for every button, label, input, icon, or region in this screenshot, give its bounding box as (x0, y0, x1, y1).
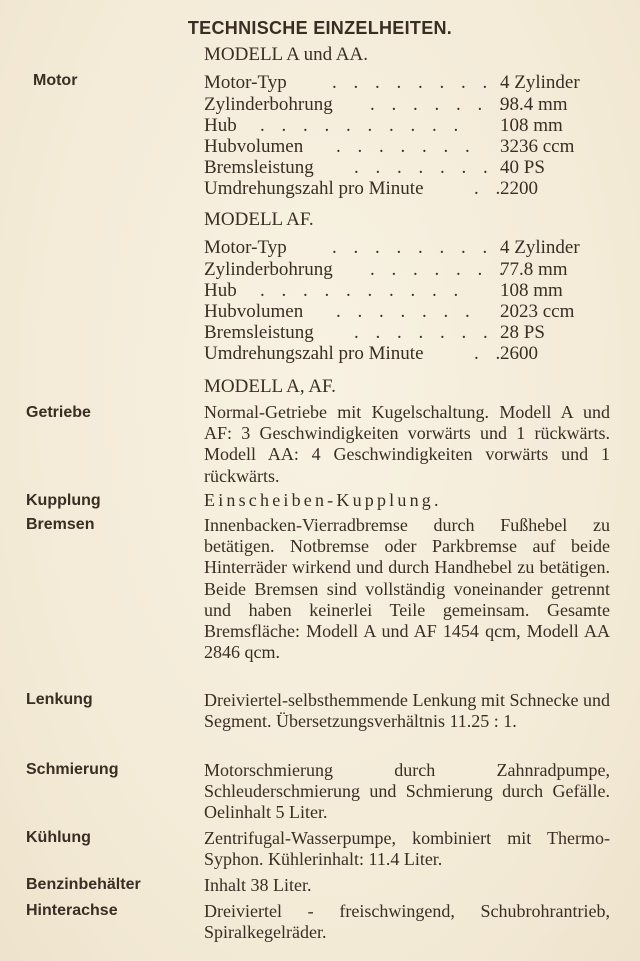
model-a-aa-heading: MODELL A und AA. (204, 44, 368, 65)
spec-name: Hub (204, 115, 237, 136)
spec-name: Bremsleistung (204, 157, 314, 178)
spec-row (204, 72, 614, 93)
benzinbehaelter-text: Inhalt 38 Liter. (204, 875, 312, 895)
spec-name: Umdrehungszahl pro Minute (204, 178, 424, 199)
leader-dots: . . . . . . . . . . (260, 280, 465, 301)
spec-value: 3236 ccm (500, 136, 575, 157)
bremsen-text: Innenbacken-Vierradbremse durch Fußhebel zu betätigen. Notbremse oder Parkbremse auf beide Hinterräder wirkend und durch Handhebel zu betätigen. Beide Bremsen sind vollständig voneinander getrennt und haben keinerlei Teile gemeinsam. Gesamte Bremsfläche: Modell A und AF 1454 qcm, Modell AA 2846 qcm. (204, 515, 610, 663)
spec-name: Hubvolumen (204, 136, 304, 157)
spec-value: 108 mm (500, 280, 563, 301)
spec-value: 4 Zylinder (500, 237, 580, 258)
getriebe-text: Normal-Getriebe mit Kugelschaltung. Modell A und AF: 3 Geschwindigkeiten vorwärts und 1 rückwärts. Modell AA: 4 Geschwindigkeiten vorwärts und 1 rückwärts. (204, 402, 610, 486)
spec-row (204, 343, 614, 364)
leader-dots: . . . . . . . . . . (260, 115, 465, 136)
spec-row (204, 115, 614, 136)
bremsen-label: Bremsen (26, 516, 95, 533)
spec-row (204, 94, 614, 115)
benzinbehaelter-label: Benzinbehälter (26, 876, 141, 893)
spec-name: Hubvolumen (204, 301, 304, 322)
spec-value: 28 PS (500, 322, 545, 343)
leader-dots: . . (474, 178, 507, 199)
spec-value: 98.4 mm (500, 94, 568, 115)
leader-dots: . . (474, 343, 507, 364)
leader-dots: . . . . . . . . (332, 72, 494, 93)
hinterachse-label: Hinterachse (26, 902, 118, 919)
leader-dots: . . . . . . . (370, 94, 510, 115)
spec-name: Umdrehungszahl pro Minute (204, 343, 424, 364)
kupplung-text: Einscheiben-Kupplung. (204, 490, 442, 510)
lenkung-text: Dreiviertel-selbsthemmende Lenkung mit Schnecke und Segment. Übersetzungsverhältnis 11.25 : 1. (204, 690, 610, 732)
spec-row (204, 237, 614, 258)
leader-dots: . . . . . . . (336, 136, 476, 157)
spec-value: 77.8 mm (500, 259, 568, 280)
spec-value: 2023 ccm (500, 301, 575, 322)
spec-row (204, 157, 614, 178)
spec-value: 2200 (500, 178, 538, 199)
spec-row (204, 136, 614, 157)
spec-row (204, 322, 614, 343)
leader-dots: . . . . . . . . (332, 237, 494, 258)
spec-name: Zylinderbohrung (204, 259, 333, 280)
spec-value: 4 Zylinder (500, 72, 580, 93)
spec-name: Zylinderbohrung (204, 94, 333, 115)
leader-dots: . . . . . . . (354, 322, 494, 343)
kupplung-label: Kupplung (26, 492, 101, 509)
spec-name: Hub (204, 280, 237, 301)
spec-row (204, 280, 614, 301)
spec-row (204, 259, 614, 280)
model-a-af-heading: MODELL A, AF. (204, 376, 336, 397)
spec-value: 2600 (500, 343, 538, 364)
page-title: TECHNISCHE EINZELHEITEN. (187, 18, 453, 38)
getriebe-label: Getriebe (26, 404, 91, 421)
kuehlung-label: Kühlung (26, 829, 91, 846)
schmierung-label: Schmierung (26, 761, 119, 778)
kuehlung-text: Zentrifugal-Wasserpumpe, kombiniert mit Thermo-Syphon. Kühlerinhalt: 11.4 Liter. (204, 828, 610, 870)
schmierung-text: Motorschmierung durch Zahnradpumpe, Schleuderschmierung und Schmierung durch Gefälle. Oelinhalt 5 Liter. (204, 760, 610, 823)
spec-name: Motor-Typ (204, 72, 287, 93)
leader-dots: . . . . . . . (370, 259, 510, 280)
spec-value: 108 mm (500, 115, 563, 136)
motor-label: Motor (33, 72, 78, 89)
spec-name: Motor-Typ (204, 237, 287, 258)
spec-name: Bremsleistung (204, 322, 314, 343)
spec-row (204, 301, 614, 322)
spec-row (204, 178, 614, 199)
lenkung-label: Lenkung (26, 691, 93, 708)
hinterachse-text: Dreiviertel - freischwingend, Schubrohrantrieb, Spiralkegelräder. (204, 901, 610, 943)
model-af-heading: MODELL AF. (204, 209, 314, 230)
leader-dots: . . . . . . . (354, 157, 494, 178)
spec-value: 40 PS (500, 157, 545, 178)
leader-dots: . . . . . . . (336, 301, 476, 322)
